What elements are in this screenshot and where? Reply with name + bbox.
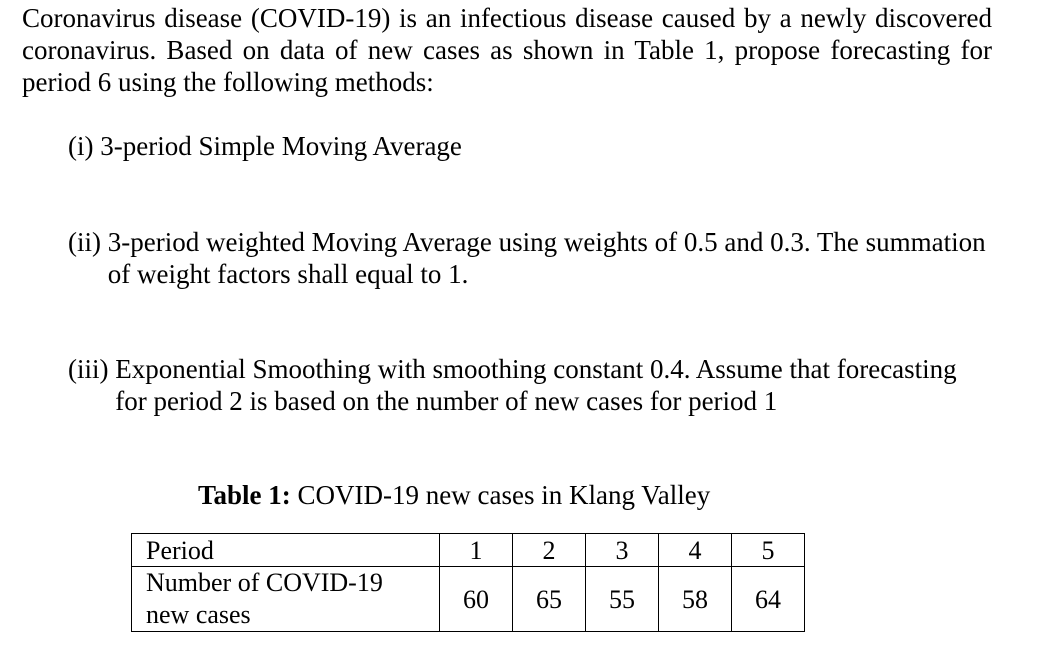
period-cell: 5: [732, 534, 805, 567]
question-intro: Coronavirus disease (COVID-19) is an infectious disease caused by a newly discovered coronavirus. Based on data of new cases as shown in Table 1, propose forecasting for period 6 using the following methods:: [22, 3, 992, 97]
period-cell: 3: [586, 534, 659, 567]
method-marker: (iii): [68, 354, 116, 384]
method-marker: (i): [68, 131, 101, 161]
period-cell: 2: [513, 534, 586, 567]
method-item-1: [68, 130, 993, 162]
method-text: Exponential Smoothing with smoothing constant 0.4. Assume that forecasting for period 2 is based on the number of new cases for period 1: [115, 354, 957, 416]
table-caption-text: COVID-19 new cases in Klang Valley: [290, 480, 711, 510]
cases-cell: 64: [732, 567, 805, 632]
cases-header-cell: [132, 567, 440, 632]
method-item-3: [68, 353, 993, 417]
table-caption: [198, 479, 710, 511]
cases-header-line2: new cases: [146, 600, 251, 629]
cases-cell: 60: [440, 567, 513, 632]
table-row-period: [132, 534, 805, 567]
cases-cell: 55: [586, 567, 659, 632]
covid-cases-table: [131, 533, 805, 632]
period-cell: 1: [440, 534, 513, 567]
period-header-cell: Period: [132, 534, 440, 567]
table-caption-label: Table 1:: [198, 480, 291, 510]
cases-cell: 65: [513, 567, 586, 632]
method-marker: (ii): [68, 227, 108, 257]
cases-cell: 58: [659, 567, 732, 632]
method-item-2: [68, 226, 993, 290]
method-text: 3-period Simple Moving Average: [100, 131, 462, 161]
period-cell: 4: [659, 534, 732, 567]
method-text: 3-period weighted Moving Average using weights of 0.5 and 0.3. The summation of weight factors shall equal to 1.: [107, 227, 986, 289]
table-row-cases: [132, 567, 805, 632]
cases-header-line1: Number of COVID-19: [146, 568, 383, 597]
